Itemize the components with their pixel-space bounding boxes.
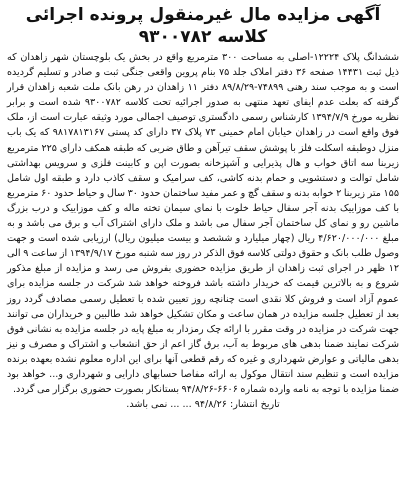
notice-body-text: ششدانگ پلاک ۱۲۲۲۴-اصلی به مساحت ۳۰۰ مترمربع واقع در بخش یک بلوچستان شهر زاهدان که ذیل ثبت ۱۴۴۳۱ صفحه ۳۶ دفتر املاک جلد ۷۵ بنام پروین واقعی جنگی ثبت و صادر و تسلیم گردیده است و به موجب سند رهنی ۷۴۸۹۹-۸۹/۸/۲۹ دفتر ۱۱ زاهدان در رهن بانک ملت شعبه زاهدان قرار گرفته که بعلت عدم ایفای تعهد منتهی به صدور اجرائیه تحت کلاسه ۹۳۰۰۷۸۲ شده است و برابر نظریه مورخ ۱۳۹۴/۷/۹ کارشناس رسمی دادگستری توصیف اجمالی مورد وثیقه عبارت است از، ملک فوق واقع است در زاهدان خیابان امام خمینی ۷۳ پلاک ۳۷ دارای کد پستی ۹۸۱۷۸۱۳۱۶۷ که یک باب منزل دوطبقه اسکلت فلز با پوشش سقف تیرآهن و طاق ضربی که طبقه همکف دارای ۲۲۵ مترمربع زیربنا سه اتاق خواب و هال پذیرایی و آشپزخانه بصورت اپن و کابینت فلزی و سرویس بهداشتی شامل توالت و دستشویی و حمام بدنه کاشی، کف سرامیک و سقف کاذب دارد و طبقه اول شامل ۱۵۵ متر زیربنا ۲ خوابه بدنه و سقف گچ و عمر مفید ساختمان حدود ۳۰ سال و حیاط حدود ۶۰ مترمربع با کف موزاییک بدنه آجر سفال حیاط خلوت با نمای سیمان تخته ماله و کف موزاییک و درب بزرگ ماشین رو و نمای کل ساختمان آجر سفال می باشد و ملک دارای اشتراک آب و برق می باشد و به مبلغ ۴/۶۲۰/۰۰۰/۰۰۰ ریال (چهار میلیارد و ششصد و بیست میلیون ریال) ارزیابی شده است و جهت وصول طلب بانک و حقوق دولتی کلاسه فوق الذکر در روز سه شنبه مورخ ۱۳۹۴/۹/۱۷ از ساعت ۹ الی ۱۲ ظهر در اجرای ثبت زاهدان از طریق مزایده حضوری بفروش می رسد و مزایده از مبلغ مذکور شروع و به بالاترین قیمت که خریدار داشته باشد فروخته خواهد شد شرکت در جلسه مزایده برای عموم آزاد است و فروش کلا نقدی است چنانچه روز تعیین شده با تعطیل رسمی مصادف گردد روز بعد از تعطیل جلسه مزایده در همان ساعت و مکان تشکیل خواهد شد طالبین و خریداران می توانند جهت شرکت در مزایده در وقت مقرر با ارائه چک رمزدار به مبلغ پایه در جلسه مزایده به نشانی فوق شرکت نمایند ضمنا بدهی های مربوط به آب، برق گاز اعم از حق انشعاب و اشتراک و مصرف و نیز بدهی مالیاتی و عوارض شهرداری و غیره که رقم قطعی آنها برای این اداره معلوم نشده بعهده برنده مزایده است و تنظیم سند انتقال موکول به ارائه مفاصا حسابهای دارایی و شهرداری و... خواهد بود ضمنا مزایده با توجه به نامه وارده شماره ۶۶۰۶-۹۴/۸/۲۶ بستانکار بصورت حضوری برگزار می گردد.: [7, 52, 400, 396]
notice-title: آگهی مزایده مال غیرمنقول پرونده اجرائی: [25, 5, 381, 25]
case-number-title: کلاسه ۹۳۰۰۷۸۲: [138, 27, 268, 47]
notice-footer: تاریخ انتشار: ۹۴/۸/۲۶ ... ... نمی باشد.: [126, 399, 280, 411]
